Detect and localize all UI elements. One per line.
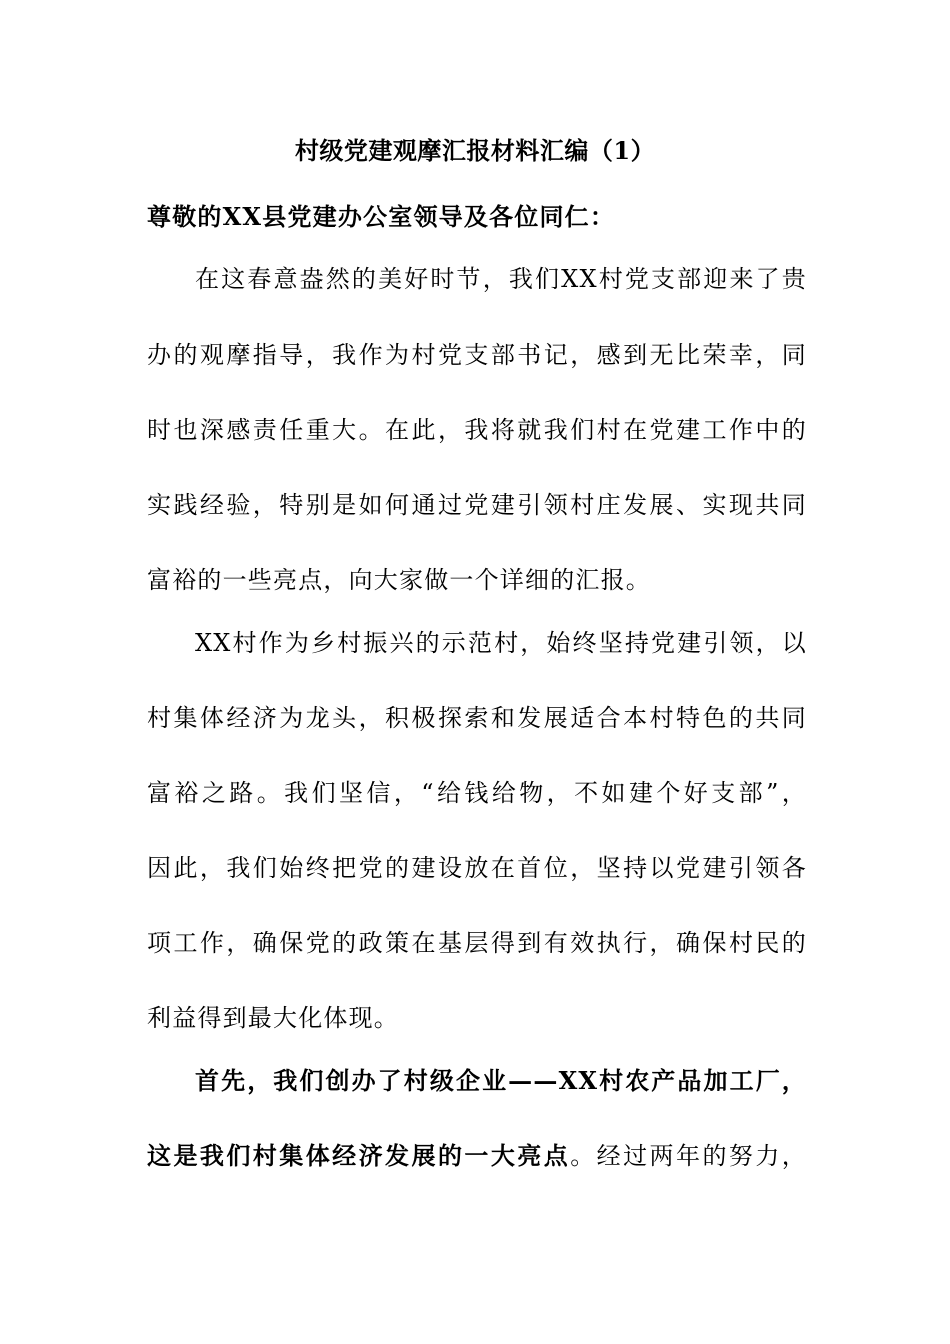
paragraph1-line: 在这春意盎然的美好时节，我们XX村党支部迎来了贵 [195,265,807,293]
paragraph2-line: 富裕之路。我们坚信，“给钱给物，不如建个好支部”， [147,779,807,807]
salutation: 尊敬的XX县党建办公室领导及各位同仁： [147,202,616,231]
paragraph2-line: 因此，我们始终把党的建设放在首位，坚持以党建引领各 [147,854,807,882]
paragraph3-line: 首先，我们创办了村级企业——XX村农产品加工厂， [195,1066,807,1095]
paragraph2-line: 项工作，确保党的政策在基层得到有效执行，确保村民的 [147,929,807,957]
paragraph1-line: 时也深感责任重大。在此，我将就我们村在党建工作中的 [147,416,807,444]
paragraph1-line: 办的观摩指导，我作为村党支部书记，感到无比荣幸，同 [147,341,807,369]
paragraph3-continuation: 。经过两年的努力， [570,1142,807,1170]
document-title: 村级党建观摩汇报材料汇编（1） [294,136,656,165]
paragraph2-line: XX村作为乡村振兴的示范村，始终坚持党建引领，以 [195,629,807,657]
paragraph2-line: 村集体经济为龙头，积极探索和发展适合本村特色的共同 [147,704,807,732]
paragraph2-line: 利益得到最大化体现。 [147,1004,399,1032]
paragraph1-line: 实践经验，特别是如何通过党建引领村庄发展、实现共同 [147,491,807,519]
paragraph1-line: 富裕的一些亮点，向大家做一个详细的汇报。 [147,566,651,594]
paragraph3-line [147,1141,807,1171]
paragraph3-highlight: 这是我们村集体经济发展的一大亮点 [147,1141,571,1170]
